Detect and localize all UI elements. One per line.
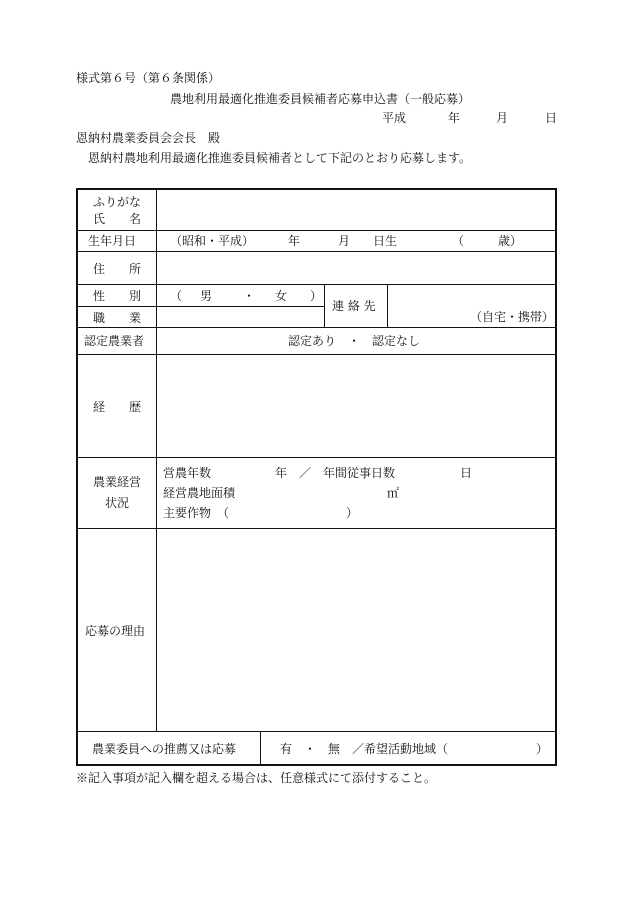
date-day: 日 <box>545 111 558 125</box>
main-crops-close: ） <box>346 506 359 520</box>
birthdate-label: 生年月日 <box>88 234 137 248</box>
recommend-label: 農業委員への推薦又は応募 <box>92 742 237 756</box>
birthdate-year: 年 <box>288 234 301 248</box>
row-divider <box>77 327 556 328</box>
farming-years-label: 営農年数 <box>163 466 212 480</box>
certified-label: 認定農業者 <box>84 334 145 348</box>
column-divider <box>260 731 261 765</box>
furigana-label: ふりがな <box>93 195 142 209</box>
reason-field[interactable] <box>158 529 555 730</box>
farmland-area-label: 経営農地面積 <box>163 486 236 500</box>
row-divider <box>77 457 556 458</box>
footnote: ※記入事項が記入欄を超える場合は、任意様式にて添付すること。 <box>76 771 437 785</box>
column-divider <box>156 189 157 731</box>
sex-female: 女 <box>275 289 288 303</box>
name-field[interactable] <box>158 190 555 229</box>
sex-paren-close: ） <box>310 289 323 303</box>
main-crops-label: 主要作物 （ <box>163 506 230 520</box>
sex-dot: ・ <box>243 289 256 303</box>
sex-label: 性 別 <box>93 289 142 303</box>
row-divider <box>77 230 556 231</box>
farmland-area-unit: ㎡ <box>387 486 400 500</box>
row-divider <box>77 731 556 732</box>
column-divider <box>324 284 325 327</box>
date-month: 月 <box>496 111 509 125</box>
age-label: 歳） <box>498 234 523 248</box>
column-divider <box>387 284 388 327</box>
age-open: （ <box>452 234 465 248</box>
recommend-options[interactable]: 有 ・ 無 ／希望活動地域（ <box>280 742 449 756</box>
sex-paren-open: （ <box>170 289 183 303</box>
occupation-label: 職 業 <box>93 311 142 325</box>
certified-options[interactable]: 認定あり ・ 認定なし <box>288 334 421 348</box>
farming-day-unit: 日 <box>460 466 473 480</box>
sex-male: 男 <box>200 289 213 303</box>
form-number: 様式第６号（第６条関係） <box>76 71 221 85</box>
birthdate-month: 月 <box>338 234 351 248</box>
farming-label-line2: 状況 <box>105 496 130 510</box>
recommend-close: ） <box>536 742 549 756</box>
birthdate-day: 日生 <box>373 234 398 248</box>
career-field[interactable] <box>158 355 555 456</box>
farming-year-unit: 年 ／ 年間従事日数 <box>275 466 396 480</box>
intro-text: 恩納村農地利用最適化推進委員候補者として下記のとおり応募します。 <box>88 151 472 165</box>
date-era: 平成 <box>382 111 407 125</box>
occupation-field[interactable] <box>158 307 323 326</box>
contact-label: 連 絡 先 <box>332 299 376 313</box>
birthdate-era: （昭和・平成） <box>170 234 255 248</box>
form-title: 農地利用最適化推進委員候補者応募申込書（一般応募） <box>170 92 471 106</box>
career-label: 経 歴 <box>93 400 142 414</box>
address-field[interactable] <box>158 252 555 283</box>
name-label: 氏 名 <box>93 212 142 226</box>
address-label: 住 所 <box>93 262 142 276</box>
date-year: 年 <box>448 111 461 125</box>
addressee: 恩納村農業委員会会長 殿 <box>76 131 221 145</box>
reason-label: 応募の理由 <box>85 624 146 638</box>
contact-note: （自宅・携帯） <box>470 310 555 324</box>
farming-label-line1: 農業経営 <box>93 475 142 489</box>
contact-field[interactable] <box>389 285 555 326</box>
